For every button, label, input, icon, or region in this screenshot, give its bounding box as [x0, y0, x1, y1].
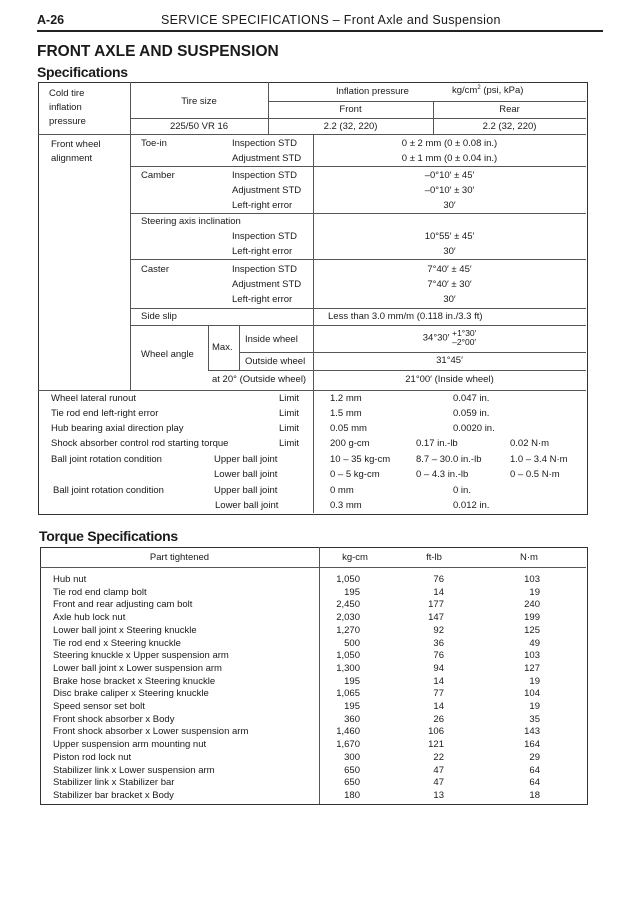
col-header-ftlb: ft-lb [426, 552, 442, 563]
caster-cond: Inspection STD [232, 264, 297, 275]
limit-value-imperial: 0.047 in. [453, 393, 490, 404]
at-20-value: 21°00′ (Inside wheel) [405, 374, 494, 385]
part-cell: Speed sensor set bolt [53, 701, 145, 712]
limit-value-metric: 10 – 35 kg-cm [330, 454, 391, 465]
camber-value: –0°10′ ± 30′ [424, 185, 475, 196]
outside-wheel-value: 31°45′ [436, 355, 463, 366]
camber-cond: Adjustment STD [232, 185, 302, 196]
limit-value-metric: 0 mm [330, 485, 354, 496]
kgcm-cell: 1,300 [336, 663, 360, 674]
divider [38, 134, 586, 135]
unit-sup: 2 [477, 84, 481, 91]
ftlb-cell: 47 [433, 765, 444, 776]
divider [130, 134, 131, 390]
nm-cell: 19 [529, 701, 540, 712]
page-number: A-26 [37, 13, 65, 27]
toe-in-label: Toe-in [141, 138, 167, 149]
toe-in-cond: Inspection STD [232, 138, 297, 149]
nm-cell: 64 [529, 777, 540, 788]
tolerance-plus: +1°30′ [452, 328, 477, 338]
limit-value-imperial: 0.012 in. [453, 500, 490, 511]
limit-item: Shock absorber control rod starting torque [51, 438, 229, 449]
part-cell: Front shock absorber x Lower suspension arm [53, 726, 249, 737]
camber-cond: Left-right error [232, 200, 293, 211]
limit-condition: Upper ball joint [214, 454, 278, 465]
camber-label: Camber [141, 170, 175, 181]
ftlb-cell: 26 [433, 714, 444, 725]
inside-value-base: 34°30′ [422, 332, 450, 344]
ftlb-cell: 14 [433, 587, 444, 598]
divider [208, 370, 586, 371]
divider [208, 325, 209, 370]
part-cell: Stabilizer link x Stabilizer bar [53, 777, 175, 788]
ftlb-cell: 92 [433, 625, 444, 636]
part-cell: Lower ball joint x Lower suspension arm [53, 663, 222, 674]
nm-cell: 103 [524, 650, 540, 661]
nm-cell: 29 [529, 752, 540, 763]
torque-heading: Torque Specifications [39, 528, 178, 544]
front-header: Front [339, 104, 362, 115]
kgcm-cell: 650 [344, 765, 360, 776]
rear-pressure-value: 2.2 (32, 220) [482, 121, 537, 132]
nm-cell: 49 [529, 638, 540, 649]
part-cell: Stabilizer link x Lower suspension arm [53, 765, 215, 776]
nm-cell: 127 [524, 663, 540, 674]
limit-value-imperial: 0 in. [453, 485, 471, 496]
kgcm-cell: 195 [344, 587, 360, 598]
part-cell: Tie rod end clamp bolt [53, 587, 147, 598]
nm-cell: 199 [524, 612, 540, 623]
header-subsection: Front Axle and Suspension [343, 13, 501, 27]
limit-condition: Limit [279, 408, 300, 419]
kgcm-cell: 1,050 [336, 650, 360, 661]
ftlb-cell: 147 [428, 612, 444, 623]
max-label: Max. [212, 342, 233, 353]
inside-wheel-value [313, 329, 586, 347]
nm-cell: 35 [529, 714, 540, 725]
caster-value: 7°40′ ± 45′ [427, 264, 472, 275]
front-wheel-alignment-label [51, 138, 101, 166]
limit-condition: Limit [279, 393, 300, 404]
kgcm-cell: 1,050 [336, 574, 360, 585]
outside-wheel-label: Outside wheel [245, 356, 306, 367]
toe-in-value: 0 ± 1 mm (0 ± 0.04 in.) [401, 153, 498, 164]
side-slip-label: Side slip [141, 311, 177, 322]
limit-value-imperial: 0 – 4.3 in.-lb [416, 469, 469, 480]
limit-value-imperial: 0.17 in.-lb [416, 438, 458, 449]
limit-item: Ball joint rotation condition [51, 454, 162, 465]
divider [130, 325, 586, 326]
limit-value-metric: 0 – 5 kg-cm [330, 469, 380, 480]
tire-pressure-label [49, 87, 86, 129]
nm-cell: 64 [529, 765, 540, 776]
limit-value-metric: 1.2 mm [330, 393, 362, 404]
kgcm-cell: 650 [344, 777, 360, 788]
kgcm-cell: 2,030 [336, 612, 360, 623]
nm-cell: 18 [529, 790, 540, 801]
limit-condition: Lower ball joint [214, 469, 278, 480]
sai-value: 10°55′ ± 45′ [424, 231, 475, 242]
limit-value-metric: 0.05 mm [330, 423, 367, 434]
sai-cond: Inspection STD [232, 231, 297, 242]
sai-cond: Left-right error [232, 246, 293, 257]
divider [239, 352, 586, 353]
caster-cond: Adjustment STD [232, 279, 302, 290]
toe-in-cond: Adjustment STD [232, 153, 302, 164]
divider [38, 390, 586, 391]
ftlb-cell: 106 [428, 726, 444, 737]
unit-suffix: (psi, kPa) [480, 85, 524, 96]
limit-item: Hub bearing axial direction play [51, 423, 184, 434]
sai-value: 30′ [443, 246, 456, 257]
col-header-kgcm: kg-cm [342, 552, 368, 563]
divider [130, 308, 586, 309]
limit-value-metric: 0.3 mm [330, 500, 362, 511]
nm-cell: 240 [524, 599, 540, 610]
kgcm-cell: 180 [344, 790, 360, 801]
inside-value-tolerance [452, 329, 476, 347]
pressure-unit [452, 85, 523, 97]
limit-value-nm: 0 – 0.5 N·m [510, 469, 560, 480]
ftlb-cell: 94 [433, 663, 444, 674]
nm-cell: 104 [524, 688, 540, 699]
ftlb-cell: 14 [433, 676, 444, 687]
divider [130, 259, 586, 260]
nm-cell: 125 [524, 625, 540, 636]
part-cell: Hub nut [53, 574, 87, 585]
part-cell: Tie rod end x Steering knuckle [53, 638, 181, 649]
caster-value: 7°40′ ± 30′ [427, 279, 472, 290]
rear-header: Rear [499, 104, 520, 115]
specifications-heading: Specifications [37, 64, 128, 80]
label-line: pressure [49, 116, 86, 127]
limit-value-metric: 200 g-cm [330, 438, 370, 449]
kgcm-cell: 300 [344, 752, 360, 763]
kgcm-cell: 1,670 [336, 739, 360, 750]
part-cell: Lower ball joint x Steering knuckle [53, 625, 197, 636]
part-cell: Stabilizer bar bracket x Body [53, 790, 174, 801]
part-cell: Piston rod lock nut [53, 752, 132, 763]
ftlb-cell: 22 [433, 752, 444, 763]
limit-item: Tie rod end left-right error [51, 408, 159, 419]
divider [268, 101, 586, 102]
tire-size-value: 225/50 VR 16 [169, 121, 229, 132]
camber-value: –0°10′ ± 45′ [424, 170, 475, 181]
kgcm-cell: 1,065 [336, 688, 360, 699]
caster-label: Caster [141, 264, 169, 275]
ftlb-cell: 76 [433, 574, 444, 585]
kgcm-cell: 1,460 [336, 726, 360, 737]
sai-label: Steering axis inclination [141, 216, 241, 227]
side-slip-value: Less than 3.0 mm/m (0.118 in./3.3 ft) [328, 311, 483, 322]
ftlb-cell: 14 [433, 701, 444, 712]
col-header-part: Part tightened [149, 552, 210, 563]
divider [130, 118, 586, 119]
front-pressure-value: 2.2 (32, 220) [323, 121, 378, 132]
kgcm-cell: 500 [344, 638, 360, 649]
ftlb-cell: 121 [428, 739, 444, 750]
unit-prefix: kg/cm [452, 85, 478, 96]
divider [239, 325, 240, 370]
inside-wheel-label: Inside wheel [245, 334, 298, 345]
tire-size-header: Tire size [181, 96, 217, 107]
toe-in-value: 0 ± 2 mm (0 ± 0.08 in.) [401, 138, 498, 149]
kgcm-cell: 2,450 [336, 599, 360, 610]
ftlb-cell: 77 [433, 688, 444, 699]
part-cell: Axle hub lock nut [53, 612, 126, 623]
header-rule [37, 30, 603, 32]
limit-value-imperial: 0.0020 in. [453, 423, 495, 434]
header-section: SERVICE SPECIFICATIONS [161, 13, 329, 27]
ftlb-cell: 47 [433, 777, 444, 788]
limit-condition: Limit [279, 438, 300, 449]
ftlb-cell: 36 [433, 638, 444, 649]
ftlb-cell: 13 [433, 790, 444, 801]
tolerance-minus: –2°00′ [452, 337, 477, 347]
limit-value-nm: 1.0 – 3.4 N·m [510, 454, 568, 465]
label-line: Cold tire [49, 88, 85, 99]
divider [40, 567, 586, 568]
caster-cond: Left-right error [232, 294, 293, 305]
part-cell: Front and rear adjusting cam bolt [53, 599, 193, 610]
inflation-pressure-header: Inflation pressure [336, 86, 409, 97]
limit-condition: Limit [279, 423, 300, 434]
limit-value-nm: 0.02 N·m [510, 438, 550, 449]
kgcm-cell: 195 [344, 701, 360, 712]
page-title: FRONT AXLE AND SUSPENSION [37, 43, 279, 60]
part-cell: Disc brake caliper x Steering knuckle [53, 688, 209, 699]
limit-condition: Lower ball joint [215, 500, 279, 511]
part-cell: Upper suspension arm mounting nut [53, 739, 207, 750]
nm-cell: 143 [524, 726, 540, 737]
wheel-angle-label: Wheel angle [141, 349, 194, 360]
limit-condition: Upper ball joint [214, 485, 278, 496]
nm-cell: 19 [529, 676, 540, 687]
limit-item: Ball joint rotation condition [53, 485, 164, 496]
limit-item: Wheel lateral runout [51, 393, 137, 404]
caster-value: 30′ [443, 294, 456, 305]
nm-cell: 164 [524, 739, 540, 750]
limit-value-imperial: 8.7 – 30.0 in.-lb [416, 454, 482, 465]
divider [130, 166, 586, 167]
limit-value-imperial: 0.059 in. [453, 408, 490, 419]
part-cell: Steering knuckle x Upper suspension arm [53, 650, 229, 661]
divider [130, 213, 586, 214]
label-line: Front wheel [51, 139, 101, 150]
nm-cell: 19 [529, 587, 540, 598]
label-line: alignment [51, 153, 93, 164]
at-20-label: at 20° (Outside wheel) [212, 374, 307, 385]
header-dash: – [328, 13, 344, 27]
camber-cond: Inspection STD [232, 170, 297, 181]
running-header [161, 13, 501, 27]
kgcm-cell: 195 [344, 676, 360, 687]
ftlb-cell: 76 [433, 650, 444, 661]
kgcm-cell: 1,270 [336, 625, 360, 636]
part-cell: Front shock absorber x Body [53, 714, 175, 725]
limit-value-metric: 1.5 mm [330, 408, 362, 419]
col-header-nm: N·m [520, 552, 538, 563]
camber-value: 30′ [443, 200, 456, 211]
kgcm-cell: 360 [344, 714, 360, 725]
part-cell: Brake hose bracket x Steering knuckle [53, 676, 216, 687]
nm-cell: 103 [524, 574, 540, 585]
label-line: inflation [49, 102, 82, 113]
ftlb-cell: 177 [428, 599, 444, 610]
